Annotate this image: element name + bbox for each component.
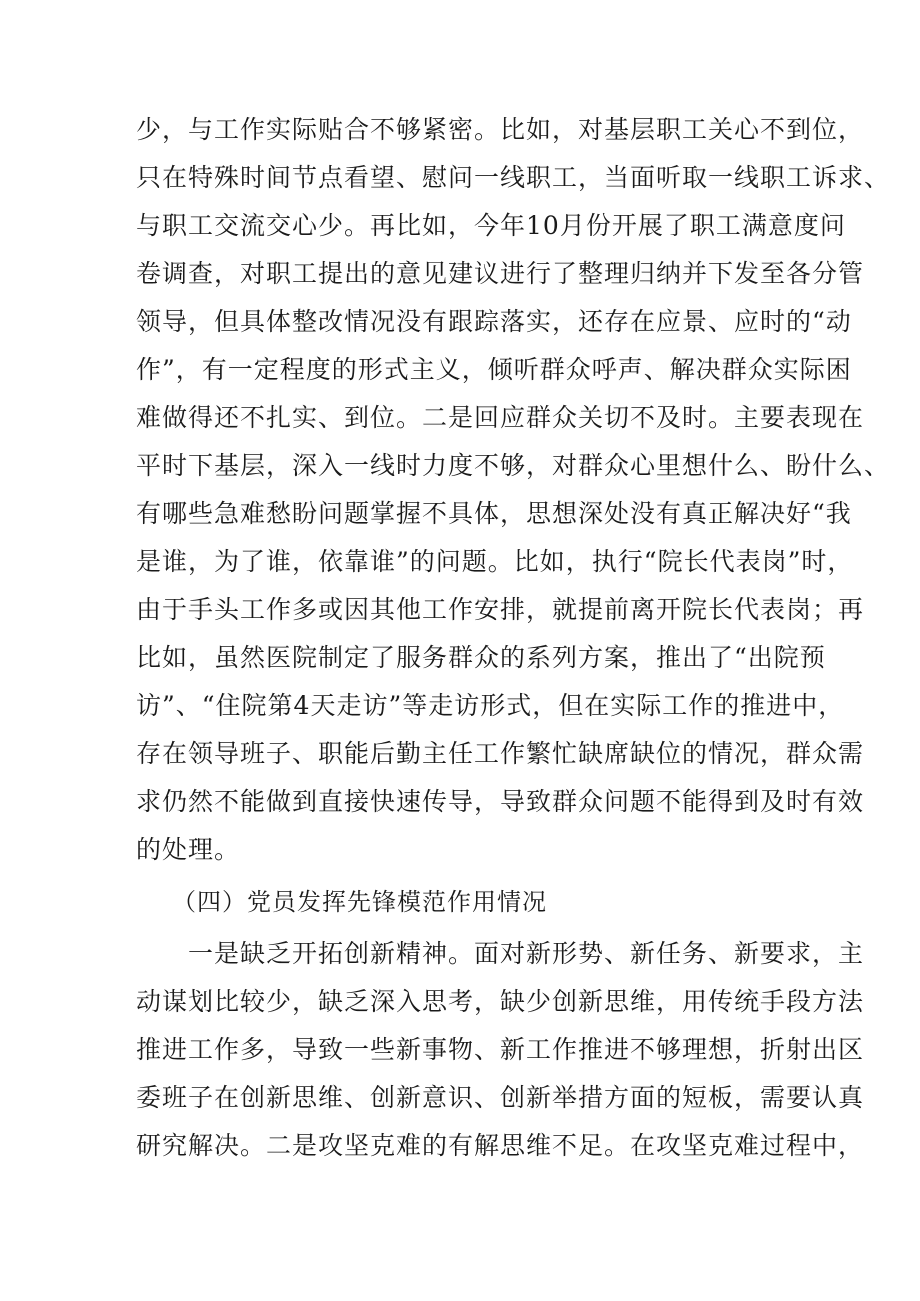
body-text-line: 研究解决。二是攻坚克难的有解思维不足。在攻坚克难过程中， — [136, 1131, 865, 1160]
body-text-line: 是谁，为了谁，依靠谁”的问题。比如，执行“院长代表岗”时， — [136, 547, 854, 576]
body-text-line: 动谋划比较少，缺乏深入思考，缺少创新思维，用传统手段方法 — [136, 987, 865, 1016]
body-text-line: 委班子在创新思维、创新意识、创新举措方面的短板，需要认真 — [136, 1083, 865, 1112]
body-text-line: 卷调查，对职工提出的意见建议进行了整理归纳并下发至各分管 — [136, 259, 865, 288]
body-text-line: 一是缺乏开拓创新精神。面对新形势、新任务、新要求，主 — [188, 939, 865, 968]
body-text-line: 求仍然不能做到直接快速传导，导致群众问题不能得到及时有效 — [136, 787, 865, 816]
body-text-line: 由于手头工作多或因其他工作安排，就提前离开院长代表岗；再 — [136, 595, 865, 624]
section-heading: （四）党员发挥先锋模范作用情况 — [172, 888, 547, 916]
body-text-line: 少，与工作实际贴合不够紧密。比如，对基层职工关心不到位， — [136, 115, 865, 144]
body-text-line: 作”，有一定程度的形式主义，倾听群众呼声、解决群众实际困 — [136, 355, 852, 384]
body-text-line: 与职工交流交心少。再比如，今年10月份开展了职工满意度问 — [136, 211, 846, 240]
body-text-line: 推进工作多，导致一些新事物、新工作推进不够理想，折射出区 — [136, 1035, 865, 1064]
body-text-line: 领导，但具体整改情况没有跟踪落实，还存在应景、应时的“动 — [136, 307, 852, 336]
body-text-line: 比如，虽然医院制定了服务群众的系列方案，推出了“出院预 — [136, 643, 826, 672]
body-text-line: 平时下基层，深入一线时力度不够，对群众心里想什么、盼什么、 — [136, 451, 891, 480]
body-text-line: 有哪些急难愁盼问题掌握不具体，思想深处没有真正解决好“我 — [136, 499, 852, 528]
body-text-line: 难做得还不扎实、到位。二是回应群众关切不及时。主要表现在 — [136, 403, 865, 432]
body-text-line: 的处理。 — [136, 835, 241, 864]
body-text-line: 只在特殊时间节点看望、慰问一线职工，当面听取一线职工诉求、 — [136, 163, 891, 192]
body-text-line: 访”、“住院第4天走访”等走访形式，但在实际工作的推进中， — [136, 691, 845, 720]
body-text-line: 存在领导班子、职能后勤主任工作繁忙缺席缺位的情况，群众需 — [136, 739, 865, 768]
